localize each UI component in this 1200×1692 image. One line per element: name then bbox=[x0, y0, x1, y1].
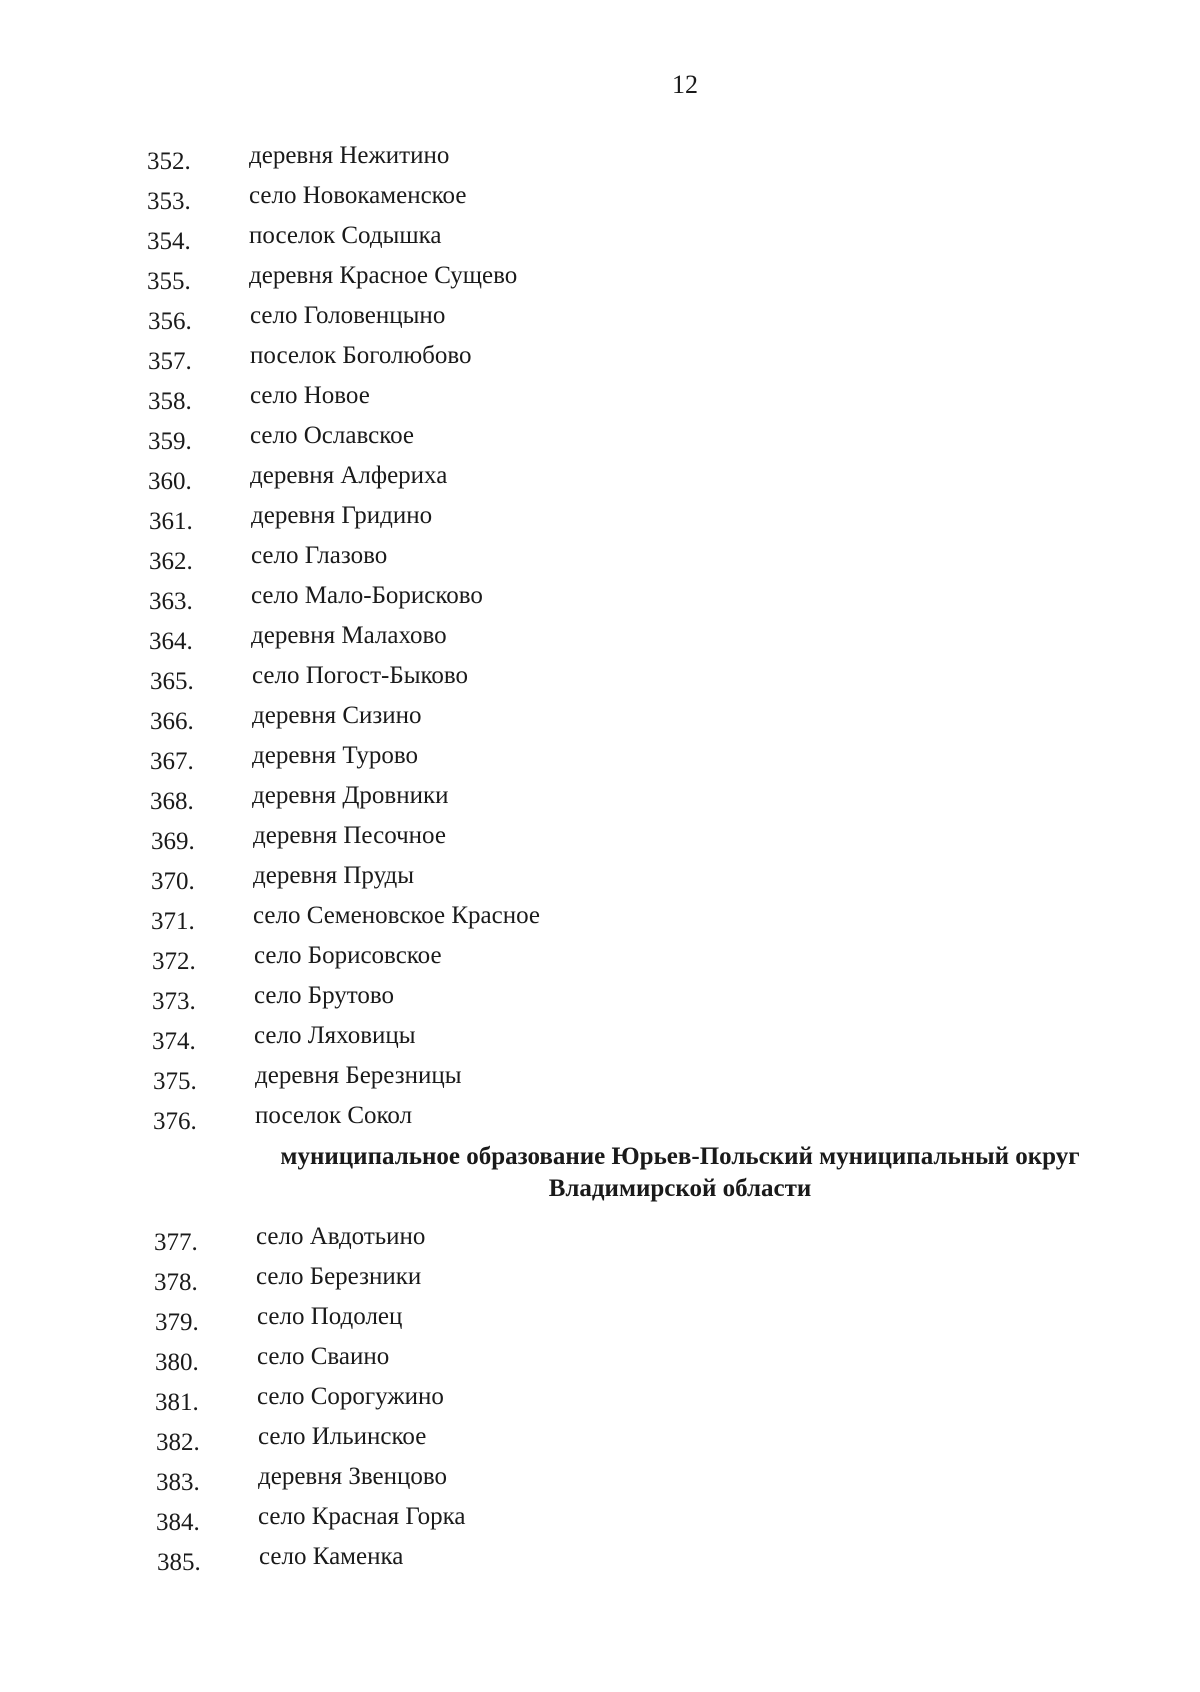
item-number: 374. bbox=[152, 1028, 196, 1055]
item-number: 363. bbox=[149, 588, 193, 615]
item-name: село Авдотьино bbox=[256, 1223, 426, 1250]
item-number: 368. bbox=[150, 788, 194, 815]
item-name: село Погост-Быково bbox=[252, 662, 469, 689]
item-name: село Новое bbox=[250, 382, 370, 409]
item-name: село Подолец bbox=[257, 1303, 403, 1330]
item-name: село Головенцыно bbox=[250, 302, 446, 329]
item-number: 380. bbox=[155, 1349, 199, 1376]
item-number: 382. bbox=[156, 1429, 200, 1456]
item-number: 370. bbox=[151, 868, 195, 895]
item-number: 379. bbox=[155, 1309, 199, 1336]
item-number: 357. bbox=[148, 348, 192, 375]
item-number: 377. bbox=[154, 1229, 198, 1256]
item-name: поселок Боголюбово bbox=[250, 342, 472, 369]
item-name: деревня Красное Сущево bbox=[249, 262, 518, 289]
item-name: деревня Дровники bbox=[252, 782, 449, 809]
item-number: 358. bbox=[148, 388, 192, 415]
item-name: деревня Березницы bbox=[255, 1062, 462, 1089]
item-name: село Ославское bbox=[250, 422, 414, 449]
item-number: 367. bbox=[150, 748, 194, 775]
item-name: село Глазово bbox=[251, 542, 388, 569]
item-number: 375. bbox=[153, 1068, 197, 1095]
item-name: деревня Турово bbox=[252, 742, 419, 769]
item-name: село Сваино bbox=[257, 1343, 390, 1370]
item-name: деревня Песочное bbox=[253, 822, 446, 849]
item-number: 361. bbox=[149, 508, 193, 535]
item-name: село Березники bbox=[256, 1263, 422, 1290]
item-name: село Семеновское Красное bbox=[253, 902, 541, 929]
item-name: село Борисовское bbox=[254, 942, 442, 969]
item-number: 360. bbox=[148, 468, 192, 495]
item-number: 369. bbox=[151, 828, 195, 855]
item-number: 365. bbox=[150, 668, 194, 695]
item-number: 371. bbox=[151, 908, 195, 935]
item-number: 359. bbox=[148, 428, 192, 455]
item-number: 353. bbox=[147, 188, 191, 215]
page-number: 12 bbox=[672, 70, 698, 99]
item-name: село Новокаменское bbox=[249, 182, 467, 209]
item-name: деревня Алфериха bbox=[250, 462, 448, 489]
item-name: село Каменка bbox=[259, 1543, 404, 1570]
item-name: село Брутово bbox=[254, 982, 394, 1009]
item-name: деревня Пруды bbox=[253, 862, 415, 889]
item-name: деревня Нежитино bbox=[249, 142, 450, 169]
item-number: 373. bbox=[152, 988, 196, 1015]
item-number: 352. bbox=[147, 148, 191, 175]
item-number: 381. bbox=[155, 1389, 199, 1416]
item-number: 356. bbox=[148, 308, 192, 335]
item-number: 362. bbox=[149, 548, 193, 575]
item-name: село Сорогужино bbox=[257, 1383, 444, 1410]
item-number: 384. bbox=[156, 1509, 200, 1536]
item-name: село Ляховицы bbox=[254, 1022, 416, 1049]
item-name: село Красная Горка bbox=[258, 1503, 466, 1530]
item-name: поселок Сокол bbox=[255, 1102, 413, 1129]
section-heading-line1: муниципальное образование Юрьев-Польский муниципальный округ bbox=[280, 1143, 1080, 1170]
section-heading bbox=[220, 1141, 1140, 1205]
item-number: 354. bbox=[147, 228, 191, 255]
item-number: 364. bbox=[149, 628, 193, 655]
item-number: 372. bbox=[152, 948, 196, 975]
item-number: 366. bbox=[150, 708, 194, 735]
item-number: 376. bbox=[153, 1108, 197, 1135]
item-name: село Ильинское bbox=[258, 1423, 427, 1450]
item-name: поселок Содышка bbox=[249, 222, 442, 249]
item-number: 378. bbox=[154, 1269, 198, 1296]
item-name: деревня Малахово bbox=[251, 622, 447, 649]
item-name: деревня Гридино bbox=[251, 502, 433, 529]
item-name: село Мало-Борисково bbox=[251, 582, 483, 609]
item-name: деревня Звенцово bbox=[258, 1463, 448, 1490]
item-name: деревня Сизино bbox=[252, 702, 422, 729]
item-number: 355. bbox=[147, 268, 191, 295]
item-number: 385. bbox=[157, 1549, 201, 1576]
item-number: 383. bbox=[156, 1469, 200, 1496]
section-heading-line2: Владимирской области bbox=[548, 1175, 812, 1202]
